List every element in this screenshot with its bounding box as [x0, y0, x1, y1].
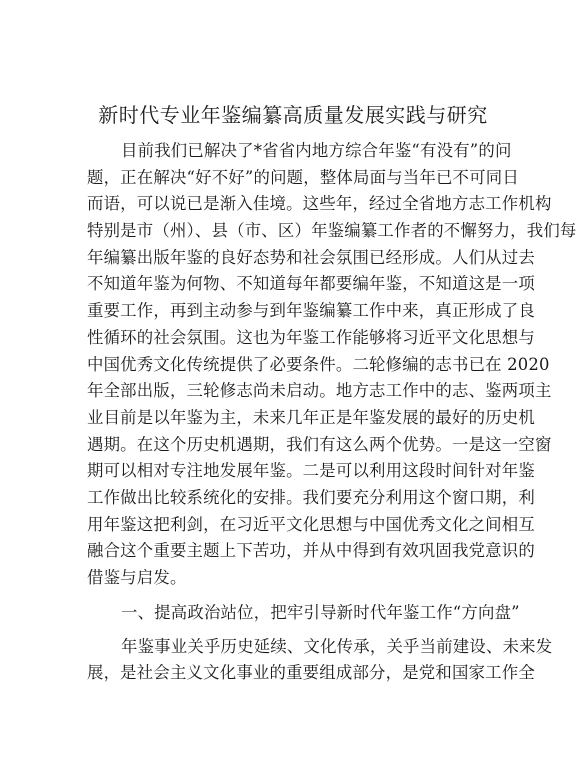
paragraph-2: [87, 634, 553, 687]
document-title: 新时代专业年鉴编纂高质量发展实践与研究: [98, 103, 488, 127]
paragraph-line: 工作做出比较系统化的安排。我们要充分利用这个窗口期，利: [87, 487, 535, 507]
paragraph-line: 借鉴与启发。: [87, 568, 187, 587]
paragraph-line: 题，正在解决“好不好”的问题，整体局面与当年已不可同日: [87, 167, 519, 187]
paragraph-1: [87, 138, 577, 592]
paragraph-line: 业目前是以年鉴为主，未来几年正是年鉴发展的最好的历史机: [87, 407, 535, 427]
paragraph-line: 目前我们已解决了*省省内地方综合年鉴“有没有”的问: [121, 141, 512, 160]
paragraph-line: 用年鉴这把利剑，在习近平文化思想与中国优秀文化之间相互: [87, 514, 535, 534]
paragraph-line: 年鉴事业关乎历史延续、文化传承，关乎当前建设、未来发: [121, 636, 553, 656]
paragraph-line: 中国优秀文化传统提供了必要条件。二轮修编的志书已在 2020: [87, 354, 550, 374]
paragraph-line: 展，是社会主义文化事业的重要组成部分，是党和国家工作全: [87, 663, 535, 683]
paragraph-line: 期可以相对专注地发展年鉴。二是可以利用这段时间针对年鉴: [87, 461, 535, 481]
document-body: [87, 138, 577, 687]
paragraph-line: 不知道年鉴为何物、不知道每年都要编年鉴，不知道这是一项: [87, 274, 535, 294]
section-heading: 一、提高政治站位，把牢引导新时代年鉴工作“方向盘”: [121, 602, 520, 622]
paragraph-line: 特别是市（州）、县（市、区）年鉴编纂工作者的不懈努力，我们每: [87, 221, 577, 241]
paragraph-line: 年编纂出版年鉴的良好态势和社会氛围已经形成。人们从过去: [87, 247, 535, 267]
paragraph-line: 融合这个重要主题上下苦功，并从中得到有效巩固我党意识的: [87, 541, 535, 561]
paragraph-line: 遇期。在这个历史机遇期，我们有这么两个优势。一是这一空窗: [87, 434, 552, 454]
paragraph-line: 重要工作，再到主动参与到年鉴编纂工作中来，真正形成了良: [87, 301, 535, 321]
paragraph-line: 年全部出版，三轮修志尚未启动。地方志工作中的志、鉴两项主: [87, 381, 552, 401]
paragraph-line: 性循环的社会氛围。这也为年鉴工作能够将习近平文化思想与: [87, 327, 535, 347]
paragraph-line: 而语，可以说已是渐入佳境。这些年，经过全省地方志工作机构: [87, 194, 552, 214]
